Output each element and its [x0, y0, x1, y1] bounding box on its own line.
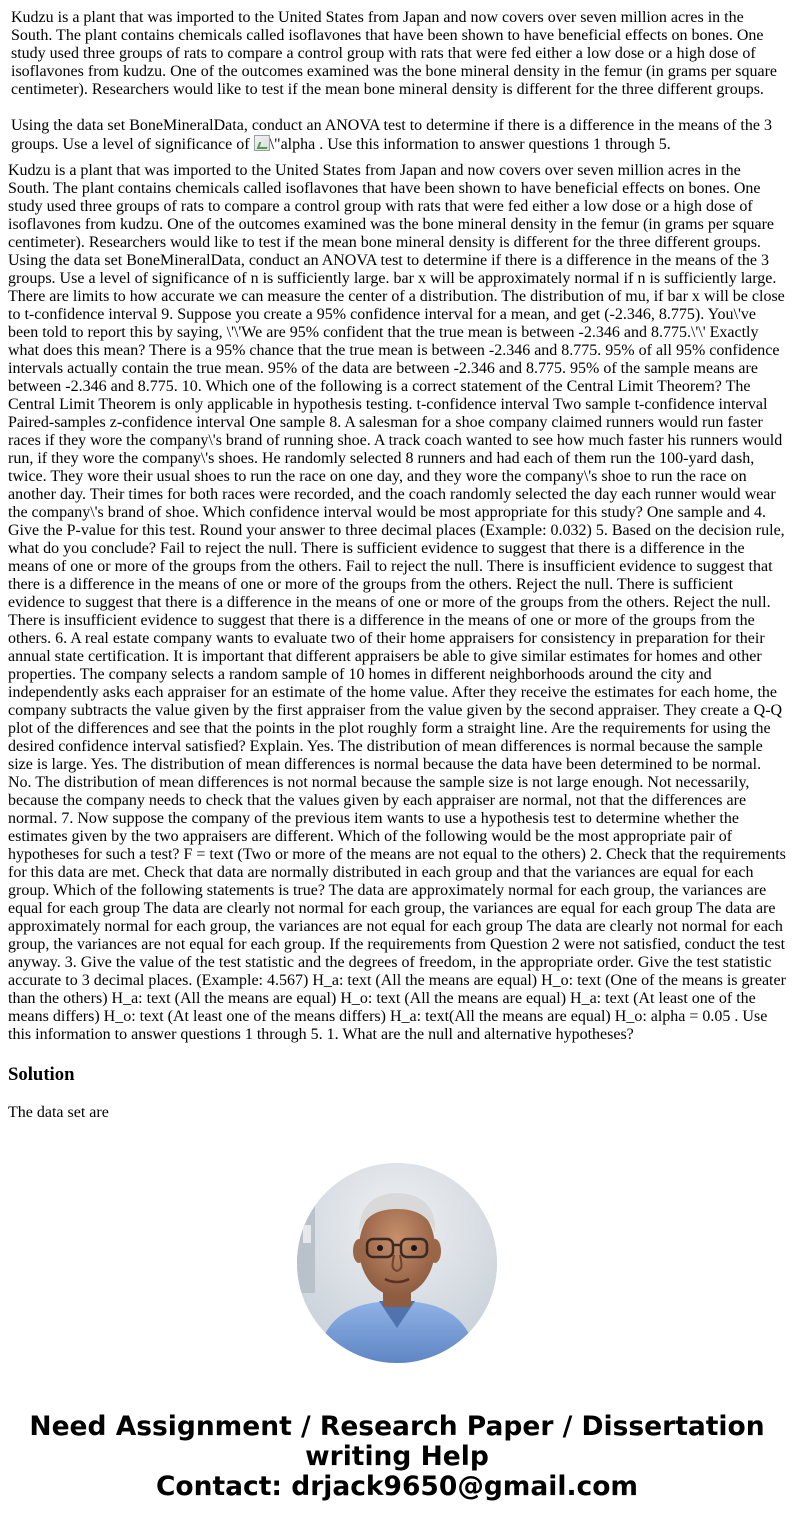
question-instructions-start: Using the data set BoneMineralData, conduct an ANOVA test to determine if there is a difference in the means of the 3 groups. Use a level of significance of	[11, 117, 772, 153]
question-paragraph: Kudzu is a plant that was imported to the United States from Japan and now covers over seven million acres in the South. The plant contains chemicals called isoflavones that have been shown to have beneficial effects on bones. One study used three groups of rats to compare a control group with rats that were fed either a low dose or a high dose of isoflavones from kudzu. One of the outcomes examined was the bone mineral density in the femur (in grams per square centimeter). Researchers would like to test if the mean bone mineral density is different for the three different groups.	[11, 9, 777, 98]
solution-heading: Solution	[8, 1064, 75, 1085]
contact-banner	[0, 1412, 794, 1502]
contact-email: Contact: drjack9650@gmail.com	[155, 1471, 639, 1502]
person-photo-icon	[297, 1163, 497, 1363]
author-photo	[297, 1163, 497, 1363]
question-full-text: Kudzu is a plant that was imported to the United States from Japan and now covers over seven million acres in the South. The plant contains chemicals called isoflavones that have been shown to have beneficial effects on bones. One study used three groups of rats to compare a control group with rats that were fed either a low dose or a high dose of isoflavones from kudzu. One of the outcomes examined was the bone mineral density in the femur (in grams per square centimeter). Researchers would like to test if the mean bone mineral density is different for the three different groups. Using the data set BoneMineralData, conduct an ANOVA test to determine if there is a difference in the means of the 3 groups. Use a level of significance of n is sufficiently large. bar x will be approximately normal if n is sufficiently large. There are limits to how accurate we can measure the center of a distribution. The distribution of mu, if bar x will be close to t-confidence interval 9. Suppose you create a 95% confidence interval for a mean, and get (-2.346, 8.775). You\'ve been told to report this by saying, \'\'We are 95% confident that the true mean is between -2.346 and 8.775.\'\' Exactly what does this mean? There is a 95% chance that the true mean is between -2.346 and 8.775. 95% of all 95% confidence intervals actually contain the true mean. 95% of the data are between -2.346 and 8.775. 95% of the sample means are between -2.346 and 8.775. 10. Which one of the following is a correct statement of the Central Limit Theorem? The Central Limit Theorem is only applicable in hypothesis testing. t-confidence interval Two sample t-confidence interval Paired-samples z-confidence interval One sample 8. A salesman for a shoe company claimed runners would run faster races if they wore the company\'s brand of running shoe. A track coach wanted to see how much faster his runners would run, if they wore the company\'s shoes. He randomly selected 8 runners and had each of them run the 100-yard dash, twice. They wore their usual shoes to run the race on one day, and they wore the company\'s shoe to run the race on another day. Their times for both races were recorded, and the coach randomly selected the day each runner would wear the company\'s brand of shoe. Which confidence interval would be most appropriate for this study? One sample and 4. Give the P-value for this test. Round your answer to three decimal places (Example: 0.032) 5. Based on the decision rule, what do you conclude? Fail to reject the null. There is sufficient evidence to suggest that there is a difference in the means of one or more of the groups from the others. Fail to reject the null. There is insufficient evidence to suggest that there is a difference in the means of one or more of the groups from the others. Reject the null. There is sufficient evidence to suggest that there is a difference in the means of one or more of the groups from the others. Reject the null. There is insufficient evidence to suggest that there is a difference in the means of one or more of the groups from the others. 6. A real estate company wants to evaluate two of their home appraisers for consistency in preparation for their annual state certification. It is important that different appraisers be able to give similar estimates for homes and other properties. The company selects a random sample of 10 homes in different neighborhoods around the city and independently asks each appraiser for an estimate of the home value. After they receive the estimates for each home, the company subtracts the value given by the first appraiser from the value given by the second appraiser. They create a Q-Q plot of the differences and see that the points in the plot roughly form a straight line. Are the requirements for using the desired confidence interval satisfied? Explain. Yes. The distribution of mean differences is normal because the sample size is large. Yes. The distribution of mean differences is normal because the data have been determined to be normal. No. The distribution of mean differences is not normal because the sample size is not large enough. Not necessarily, because the company needs to check that the values given by each appraiser are normal, not that the differences are normal. 7. Now suppose the company of the previous item wants to use a hypothesis test to determine whether the estimates given by the two appraisers are different. Which of the following would be the most appropriate pair of hypotheses for such a test? F = text (Two or more of the means are not equal to the others) 2. Check that the requirements for this data are met. Check that data are normally distributed in each group and that the variances are equal for each group. Which of the following statements is true? The data are approximately normal for each group, the variances are equal for each group The data are clearly not normal for each group, the variances are equal for each group The data are approximately normal for each group, the variances are not equal for each group The data are clearly not normal for each group, the variances are not equal for each group. If the requirements from Question 2 were not satisfied, conduct the test anyway. 3. Give the value of the test statistic and the degrees of freedom, in the appropriate order. Give the test statistic accurate to 3 decimal places. (Example: 4.567) H_a: text (All the means are equal) H_o: text (One of the means is greater than the others) H_a: text (All the means are equal) H_o: text (All the means are equal) H_a: text (At least one of the means differs) H_o: text (At least one of the means differs) H_a: text(All the means are equal) H_o: alpha = 0.05 . Use this information to answer questions 1 through 5. 1. What are the null and alternative hypotheses?	[8, 162, 786, 1043]
question-box	[11, 9, 786, 154]
contact-banner-line-1: Need Assignment / Research Paper / Dissertation	[29, 1411, 765, 1442]
broken-image-alt-text: \"alpha	[269, 136, 316, 153]
question-instructions	[11, 117, 786, 154]
broken-image-icon	[254, 135, 270, 151]
question-instructions-end: . Use this information to answer questions 1 through 5.	[315, 136, 671, 153]
contact-banner-line-2: writing Help	[305, 1441, 489, 1472]
solution-text: The data set are	[8, 1104, 109, 1121]
author-photo-container	[0, 1163, 794, 1363]
